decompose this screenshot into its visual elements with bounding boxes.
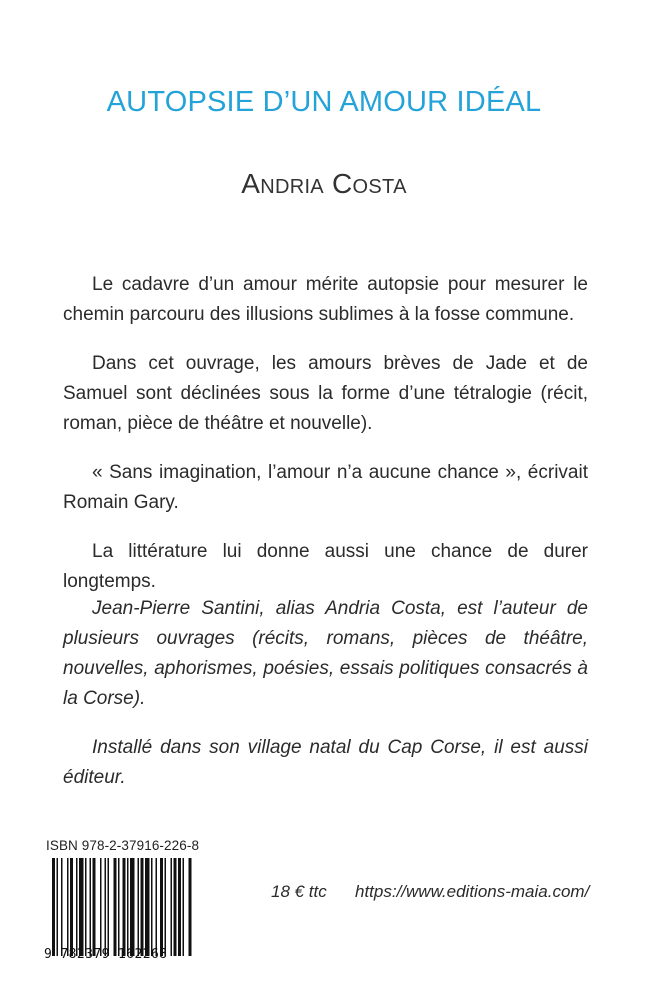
- book-author: Andria Costa: [241, 168, 407, 199]
- barcode-digits: 9 782379 162268: [44, 947, 168, 962]
- book-title: AUTOPSIE D’UN AMOUR IDÉAL: [106, 86, 542, 118]
- isbn-label: ISBN 978-2-37916-226-8: [46, 838, 200, 853]
- price-label: 18 € ttc: [271, 882, 327, 901]
- barcode-image: [50, 858, 194, 956]
- blurb-paragraph: « Sans imagination, l’amour n’a aucune chance », écrivait Romain Gary.: [63, 462, 588, 513]
- author-bio-section: [63, 594, 588, 812]
- blurb-paragraph: La littérature lui donne aussi une chance de durer longtemps.: [63, 541, 588, 592]
- bio-paragraph: Installé dans son village natal du Cap Corse, il est aussi éditeur.: [63, 737, 588, 788]
- publisher-url: https://www.editions-maia.com/: [355, 882, 590, 901]
- bio-paragraph: Jean-Pierre Santini, alias Andria Costa, est l’auteur de plusieurs ouvrages (récits, romans, pièces de théâtre, nouvelles, aphorismes, poésies, essais politiques consacrés à la Corse).: [63, 598, 588, 709]
- blurb-paragraph: Le cadavre d’un amour mérite autopsie pour mesurer le chemin parcouru des illusions sublimes à la fosse commune.: [63, 274, 588, 325]
- blurb-paragraph: Dans cet ouvrage, les amours brèves de Jade et de Samuel sont déclinées sous la forme d’une tétralogie (récit, roman, pièce de théâtre et nouvelle).: [63, 353, 588, 434]
- blurb-section: [63, 270, 588, 616]
